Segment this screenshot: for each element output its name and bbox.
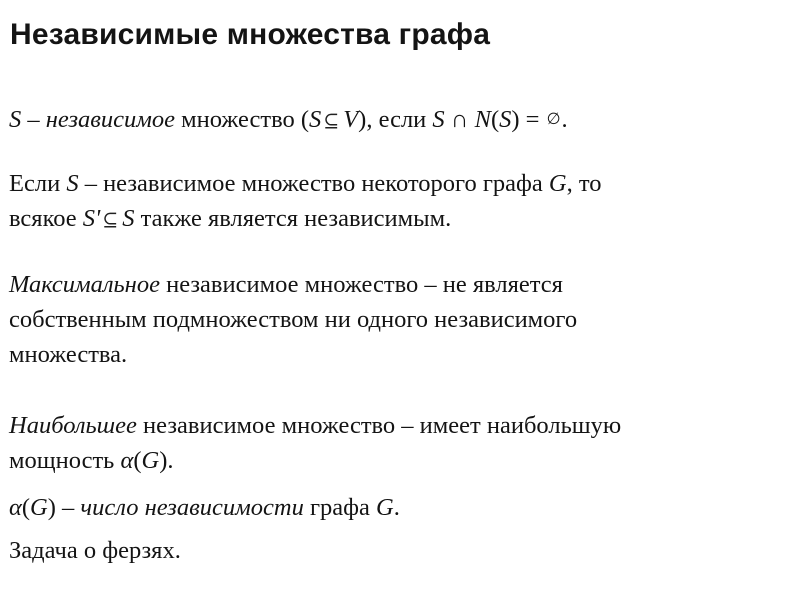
maximum-set-paragraph xyxy=(9,408,621,478)
var-g: G xyxy=(548,170,567,197)
paragraph-line xyxy=(9,267,577,302)
definition-independent-set xyxy=(9,102,568,139)
var-s-prime: S' xyxy=(82,205,101,232)
var-g: G xyxy=(30,494,48,521)
text: также является независимым. xyxy=(134,205,452,232)
paragraph-line: собственным подмножеством ни одного независимого xyxy=(9,306,578,333)
paren: ( xyxy=(490,106,500,133)
paren: ) xyxy=(47,494,56,521)
dot: . xyxy=(393,494,400,521)
paragraph-line: Задача о ферзях. xyxy=(9,537,181,564)
text: ), если xyxy=(358,106,433,133)
var-v: V xyxy=(343,106,359,133)
independence-number-paragraph xyxy=(9,490,400,525)
term-maximal: Максимальное xyxy=(9,271,160,298)
var-s: S xyxy=(9,106,22,133)
paragraph-line xyxy=(9,166,601,201)
var-s: S xyxy=(499,106,512,133)
term-maximum: Наибольшее xyxy=(9,412,137,439)
paren: ( xyxy=(133,447,142,474)
cap-symbol: ∩ xyxy=(444,106,475,133)
text: ). xyxy=(159,447,174,474)
paragraph-line xyxy=(9,490,400,525)
dash: – xyxy=(55,494,81,521)
paragraph-line xyxy=(9,443,621,478)
text: мощность xyxy=(9,447,121,474)
alpha-symbol: α xyxy=(9,494,22,521)
var-s: S xyxy=(432,106,445,133)
var-n: N xyxy=(474,106,491,133)
definition-line xyxy=(9,102,568,139)
term-independent: независимое xyxy=(45,106,176,133)
var-s: S xyxy=(66,170,79,197)
var-g: G xyxy=(141,447,160,474)
alpha-symbol: α xyxy=(120,447,134,474)
subset-property-paragraph xyxy=(9,166,601,238)
paragraph-line xyxy=(9,201,601,238)
term-independence-number: число независимости xyxy=(80,494,304,521)
text: всякое xyxy=(9,205,83,232)
paragraph-line xyxy=(9,408,621,443)
text: Если xyxy=(9,170,67,197)
dash: – xyxy=(21,106,46,133)
paragraph-line: множества. xyxy=(9,341,128,368)
text: ) = xyxy=(511,106,546,133)
emptyset-symbol: ∅ xyxy=(546,111,561,128)
text: множество ( xyxy=(175,106,310,133)
text: независимое множество – имеет наибольшую xyxy=(136,412,622,439)
queens-problem-paragraph xyxy=(9,533,181,568)
var-s: S xyxy=(122,205,135,232)
maximal-set-paragraph xyxy=(9,267,577,372)
dot: . xyxy=(561,106,568,133)
text: независимое множество – не является xyxy=(159,271,563,298)
paren: ( xyxy=(21,494,31,521)
subseteq-symbol: ⊆ xyxy=(323,111,340,132)
text: графа xyxy=(303,494,377,521)
text: , то xyxy=(566,170,602,197)
slide-title: Независимые множества графа xyxy=(10,18,491,51)
subseteq-symbol: ⊆ xyxy=(102,210,119,231)
var-s: S xyxy=(309,106,322,133)
text: – независимое множество некоторого графа xyxy=(78,170,549,197)
var-g: G xyxy=(376,494,394,521)
